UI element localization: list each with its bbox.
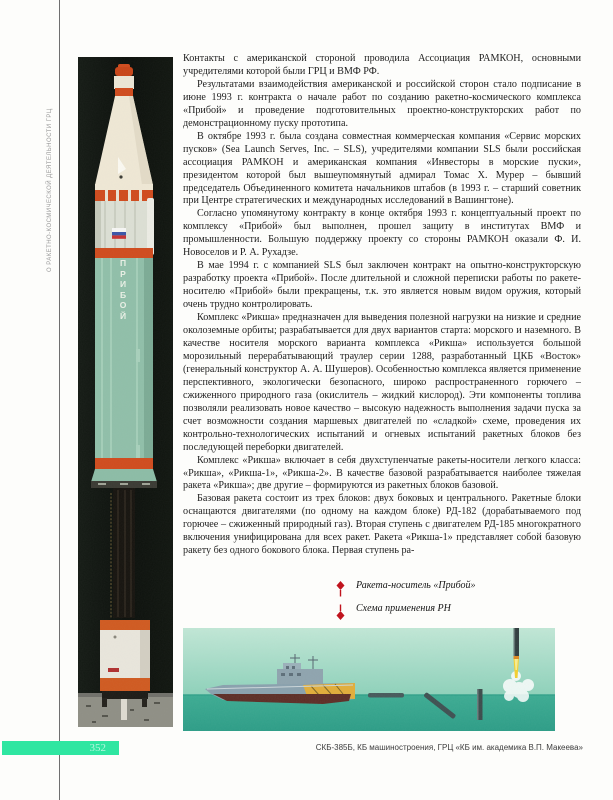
- rocket-photo: [78, 57, 173, 727]
- paragraph: Комплекс «Рикша» предназначен для выведения полезной нагрузки на низкие и средние околоземные орбиты; разрабатывается для двух вариантов старта: морского и наземного. В качестве носителя морского варианта комплекса «Рикша» используется большой морозильный перерабатывающий траулер серии 1288, разработанный ЦКБ «Восток» (генеральный конструктор А. А. Шушеров). Особенностью комплекса является применение перспективного, экологически безопасного, широко распространенного горючего – сжиженного природного газа (окислитель – жидкий кислород). Эти компоненты топлива позволяли реализовать новое качество – высокую надежность выполнения задачи пуска за счет возможности создания маршевых двигателей по «сладкой» схеме, проведения их контрольно-технологических испытаний и огневых испытаний ракетных блоков без последующей переборки двигателей.: [183, 312, 581, 453]
- caption-text: Ракета-носитель «Прибой»: [356, 580, 476, 591]
- paragraph: Базовая ракета состоит из трех блоков: двух боковых и центрального. Ракетные блоки оснащаются двигателями (по одному на каждом блоке) РД-182 (дорабатываемого под горючее – сжиженный природный газ). Вторая ступень с двигателем РД-185 многократного включения унифицирована для всех ракет. Ракета «Рикша-1» представляет собой базовую ракету без одного бокового блока. Первая ступень ра-: [183, 493, 581, 557]
- launch-scheme-illustration: [183, 628, 555, 731]
- page-number: 352: [89, 742, 106, 754]
- red-pin-icon: [336, 604, 345, 620]
- paragraph: Согласно упомянутому контракту в конце октября 1993 г. концептуальный проект по комплексу «Прибой» был выполнен, прошел защиту в институтах ВМФ и промышленности. Большую поддержку проекту со стороны РАМКОН оказали Ф. И. Новоселов и Р. А. Рухадзе.: [183, 208, 581, 259]
- caption-row: [336, 603, 576, 620]
- body-text: [183, 53, 581, 629]
- figure-captions: [336, 580, 576, 626]
- caption-row: [336, 580, 576, 597]
- margin-rule: [59, 0, 60, 800]
- page-number-badge: [2, 741, 119, 755]
- red-pin-icon: [336, 581, 345, 597]
- caption-text: Схема применения РН: [356, 603, 451, 614]
- rocket-illustration: [78, 57, 173, 727]
- paragraph: Контакты с американской стороной проводила Ассоциация РАМКОН, основными учредителями которой были ГРЦ и ВМФ РФ.: [183, 53, 581, 77]
- footer-credit: СКБ-385Б, КБ машиностроения, ГРЦ «КБ им. академика В.П. Макеева»: [315, 743, 583, 752]
- paragraph: Результатами взаимодействия американской и российской сторон стало подписание в июне 1993 г. контракта о начале работ по созданию ракетно-космического комплекса «Прибой» и проведение подготовительных проектно-конструкторских работ по демонстрационному пуску прототипа.: [183, 78, 581, 129]
- paragraph: Комплекс «Рикша» включает в себя двухступенчатые ракеты-носители легкого класса: «Рикша», «Рикша-1», «Рикша-2». В качестве базовой разрабатывается наиболее тяжелая ракета «Рикша»; две другие – формируются из ракетных блоков базовой.: [183, 454, 581, 492]
- sidebar-chapter-label: О РАКЕТНО-КОСМИЧЕСКОЙ ДЕЯТЕЛЬНОСТИ ГРЦ: [47, 108, 53, 272]
- paragraph: В мае 1994 г. с компанией SLS был заключен контракт на опытно-конструкторскую разработку проекта «Прибой». После длительной и сложной переписки работы по ракете-носителю «Прибой» были прекращены, т.к. это является новым видом оружия, который очень трудно контролировать.: [183, 260, 581, 311]
- rocket-name-label: ПРИБОЙ: [119, 258, 127, 321]
- paragraph: В октябре 1993 г. была создана совместная коммерческая компания «Сервис морских пусков» (Sea Launch Serves, Inc. – SLS), учредителями компании SLS были российская ассоциация РАМКОН и американская компания «Инвесторы в морские пуски», президентом которой был вышеупомянутый адмирал Томас Х. Мурер – бывший председатель Объединенного комитета начальников штабов (в 1993 г. – старший советник при Центре стратегических и международных исследований в Вашингтоне).: [183, 130, 581, 207]
